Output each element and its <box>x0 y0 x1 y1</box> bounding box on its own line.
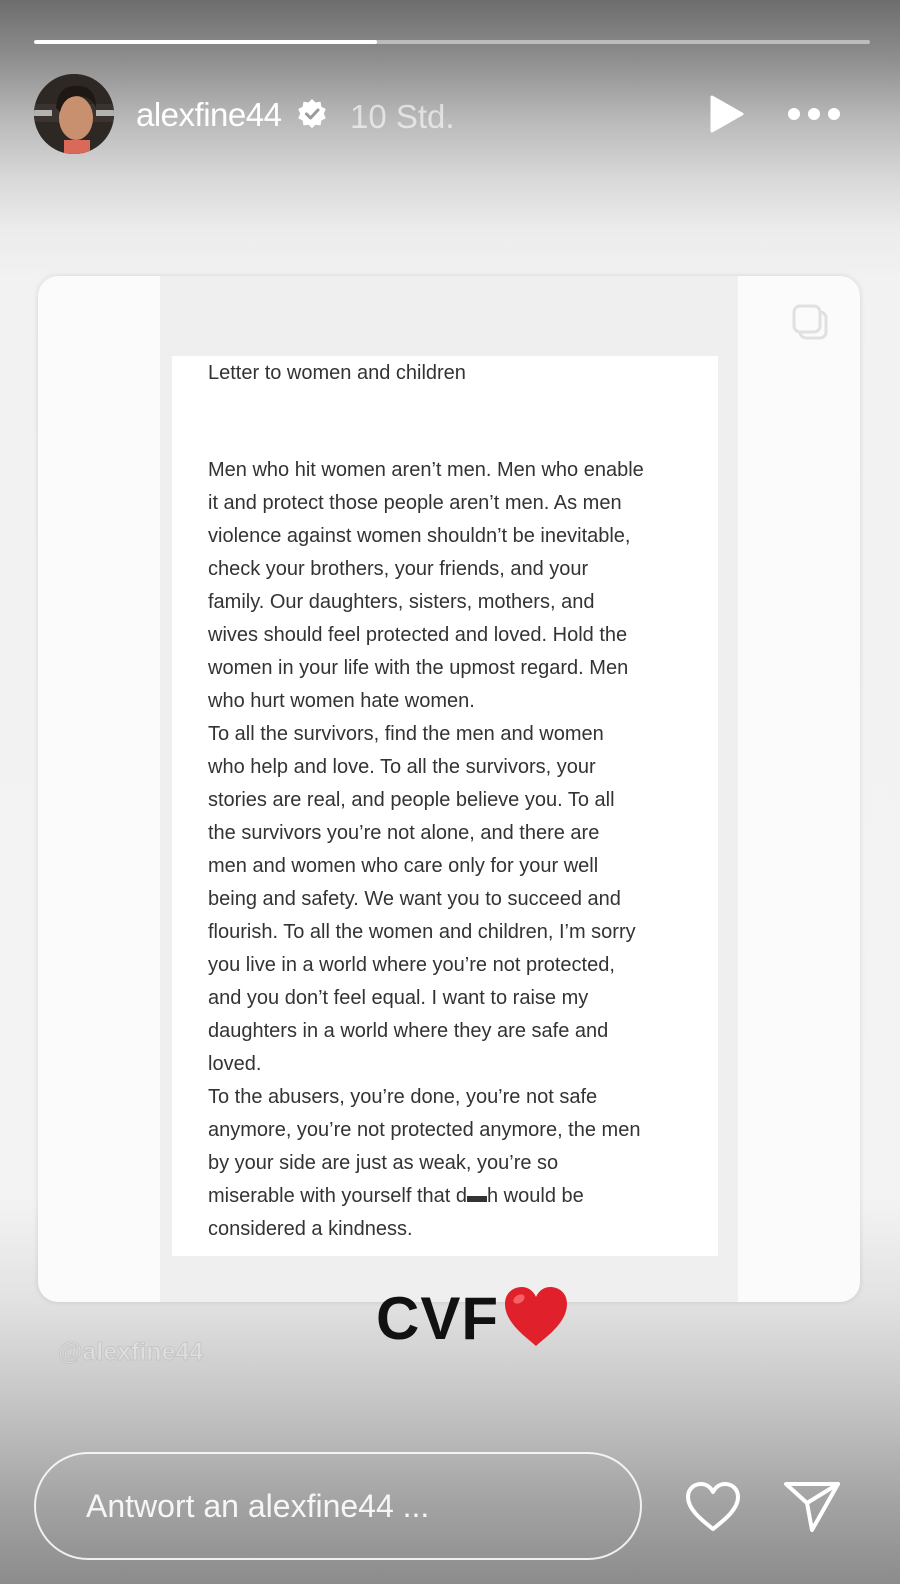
letter-document <box>172 356 718 1256</box>
avatar[interactable] <box>34 74 114 154</box>
letter-line: you live in a world where you’re not protected, <box>208 954 615 976</box>
letter-line: stories are real, and people believe you. To all <box>208 789 615 811</box>
shared-post-card[interactable] <box>38 276 860 1302</box>
play-icon[interactable] <box>706 94 746 134</box>
red-heart-icon <box>501 1284 571 1355</box>
letter-body <box>208 454 708 1246</box>
letter-line: To the abusers, you’re done, you’re not safe <box>208 1086 598 1108</box>
letter-line: being and safety. We want you to succeed and <box>208 888 621 910</box>
letter-line: loved. <box>208 1053 262 1075</box>
cvf-sticker <box>376 1284 571 1354</box>
letter-line: who hurt women hate women. <box>208 690 475 712</box>
verified-badge-icon <box>296 98 328 130</box>
post-time: 10 Std. <box>350 98 455 135</box>
story-progress-bar <box>34 40 870 44</box>
letter-line: family. Our daughters, sisters, mothers, and <box>208 591 595 613</box>
letter-line: wives should feel protected and loved. Hold the <box>208 624 628 646</box>
letter-line: considered a kindness. <box>208 1218 413 1240</box>
heart-outline-icon[interactable] <box>684 1480 742 1534</box>
letter-line: daughters in a world where they are safe and <box>208 1020 609 1042</box>
carousel-icon <box>790 302 832 344</box>
story-progress-fill <box>34 40 377 44</box>
letter-line: who help and love. To all the survivors, your <box>208 756 596 778</box>
letter-line: the survivors you’re not alone, and there are <box>208 822 600 844</box>
letter-line: men and women who care only for your well <box>208 855 599 877</box>
letter-title: Letter to women and children <box>208 362 466 384</box>
letter-line: women in your life with the upmost regard. Men <box>208 657 629 679</box>
send-icon[interactable] <box>782 1478 842 1534</box>
letter-line: miserable with yourself that d▬h would be <box>208 1185 584 1207</box>
letter-line: anymore, you’re not protected anymore, the men <box>208 1119 641 1141</box>
letter-line: Men who hit women aren’t men. Men who enable <box>208 459 644 481</box>
watermark: @alexfine44 <box>58 1338 204 1366</box>
letter-line: check your brothers, your friends, and your <box>208 558 589 580</box>
letter-line: by your side are just as weak, you’re so <box>208 1152 559 1174</box>
sticker-text: CVF <box>376 1285 499 1352</box>
letter-line: and you don’t feel equal. I want to raise my <box>208 987 589 1009</box>
letter-line: To all the survivors, find the men and women <box>208 723 604 745</box>
reply-input[interactable]: Antwort an alexfine44 ... <box>34 1452 642 1560</box>
username[interactable]: alexfine44 <box>136 96 282 133</box>
letter-line: violence against women shouldn’t be inevitable, <box>208 525 631 547</box>
more-dots-icon[interactable] <box>786 100 842 128</box>
letter-line: flourish. To all the women and children, I’m sorry <box>208 921 636 943</box>
letter-line: it and protect those people aren’t men. As men <box>208 492 622 514</box>
story-header <box>34 74 870 154</box>
